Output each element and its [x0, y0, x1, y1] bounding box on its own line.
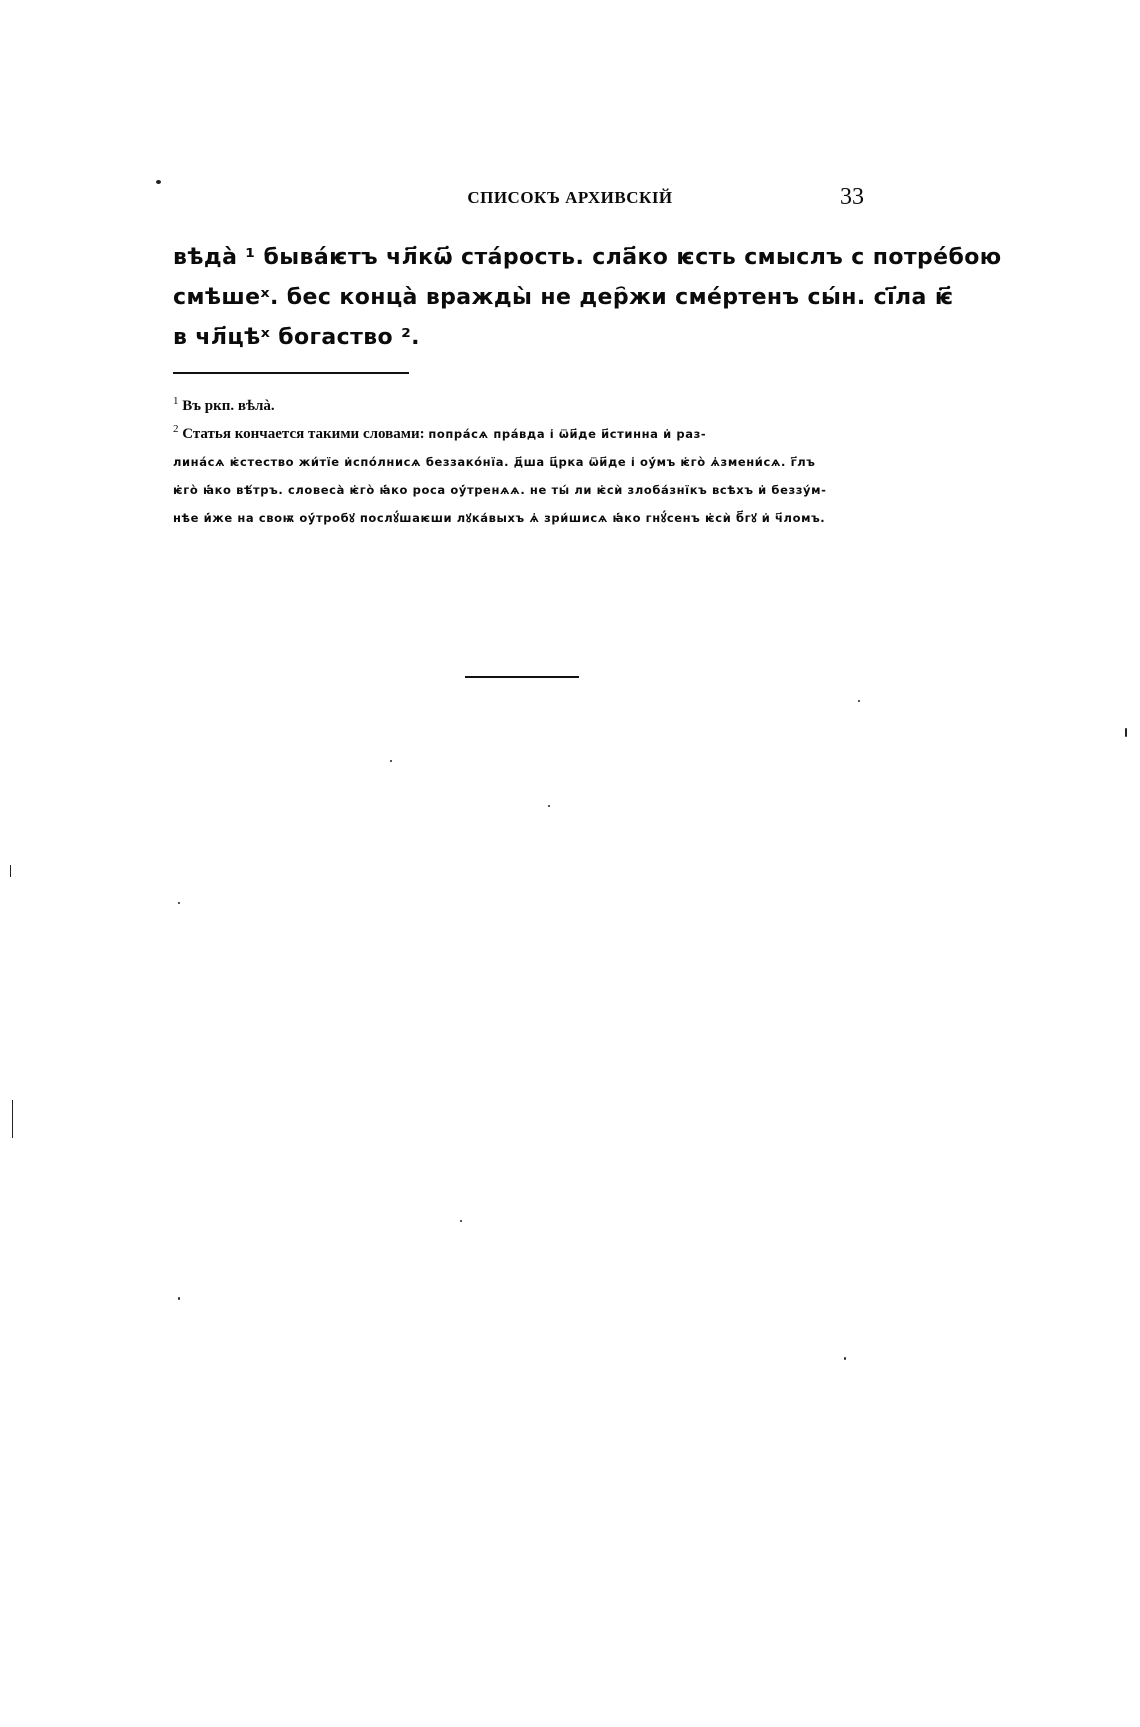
- page-number: 33: [840, 184, 864, 210]
- scan-speck: [156, 180, 161, 184]
- scan-speck: [12, 1100, 13, 1138]
- scan-speck: [178, 902, 180, 904]
- running-head: [0, 184, 1140, 214]
- footnote-2-line: линáсѧ ѥ҆стество жи́тїе и҆спóлнисѧ беззакóнїа. д҃ша ц҃рка ѿи҃де і҆ оу҆́мъ ѥ҆гò ѧ҆змени́сѧ. г҃лъ: [173, 455, 816, 469]
- footnote-1: [173, 392, 873, 420]
- footnote-rule: [173, 372, 409, 374]
- scan-speck: [10, 865, 11, 877]
- body-line: вѣдà ¹ бывáѥтъ чл҃кѡ҃ стáрость. сла҃ко ѥсть смыслъ с потрéбою: [173, 245, 1002, 270]
- scan-speck: [844, 1357, 846, 1360]
- footnote-lead: Статья кончается такими словами:: [182, 426, 425, 442]
- footnote-text: Въ ркп. вѣлà.: [182, 398, 275, 414]
- footnote-2-line: нѣе и҆́же на своѭ оу҆́тробꙋ послꙋ́шаѥши лꙋка́выхъ ѧ҆ зри́шисѧ ꙗ҆́ко гнꙋ́сенъ ѥ҆сѝ б҃гꙋ и҆ ч҃ломъ.: [173, 511, 826, 525]
- footnote-mark: 2: [173, 423, 179, 435]
- end-rule: [465, 676, 579, 678]
- scan-speck: [390, 760, 392, 762]
- body-line: смѣшеˣ. бес конца̀ вражды̀ не дер҄жи смéртенъ сы́н. сі҃ла ѥ҃: [173, 285, 954, 310]
- footnote-2-line: [173, 420, 873, 448]
- scan-speck: [548, 805, 550, 807]
- scan-speck: [178, 1297, 180, 1300]
- scan-speck: [460, 1220, 462, 1222]
- footnotes: [173, 392, 873, 532]
- body-line: в чл҃цѣˣ богаство ².: [173, 325, 420, 350]
- running-title: СПИСОКЪ АРХИВСКІЙ: [467, 188, 673, 207]
- scan-speck: [858, 700, 860, 702]
- body-text: [173, 238, 1002, 358]
- footnote-2-line: ѥ҆гò ꙗ҆́ко вѣ́тръ. словеса̀ ѥ҆гò ꙗ҆́ко роса оу҆́тренѧѧ. не ты́ ли ѥ҆сѝ злоба́знїкъ всѣхъ и҆ беззу́м-: [173, 483, 827, 497]
- footnote-mark: 1: [173, 395, 179, 407]
- footnote-text: попрáсѧ прáвда і҆ ѿи҃де и҃стинна и҆ раз-: [428, 427, 707, 441]
- scan-speck: [1125, 728, 1127, 737]
